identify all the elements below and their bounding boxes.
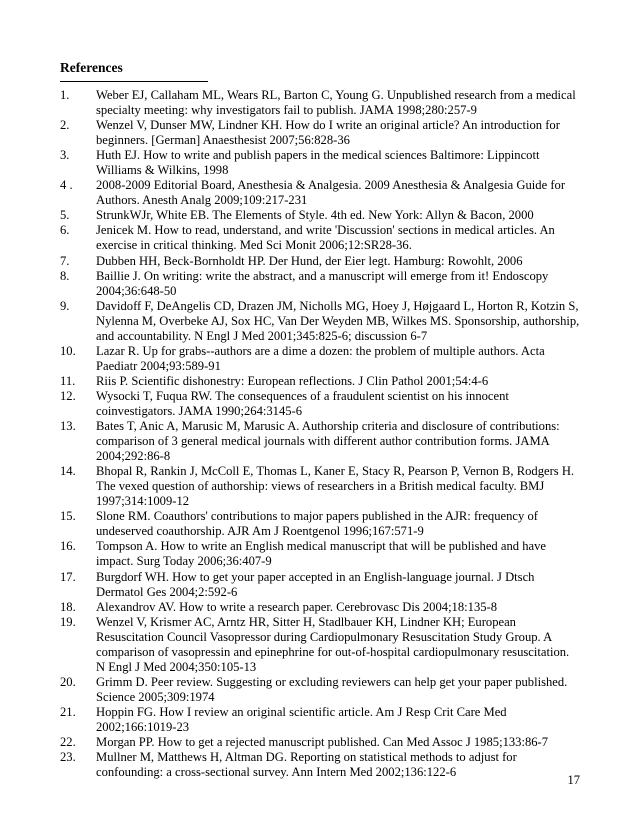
reference-item: [60, 118, 580, 148]
references-heading: References: [60, 60, 123, 75]
reference-number: 6.: [60, 223, 70, 238]
reference-citation: Alexandrov AV. How to write a research paper. Cerebrovasc Dis 2004;18:135-8: [96, 599, 498, 614]
reference-item: [60, 675, 580, 705]
reference-item: [60, 600, 580, 615]
reference-citation: StrunkWJr, White EB. The Elements of Style. 4th ed. New York: Allyn & Bacon, 2000: [96, 208, 534, 223]
reference-item: [60, 208, 580, 223]
reference-item: [60, 269, 580, 299]
reference-citation: Burgdorf WH. How to get your paper accepted in an English-language journal. J Dtsch Dermatol Ges 2004;2:592-6: [96, 569, 535, 599]
reference-citation: Morgan PP. How to get a rejected manuscript published. Can Med Assoc J 1985;133:86-7: [96, 735, 549, 750]
reference-number: 1.: [60, 88, 70, 102]
reference-number: 22.: [60, 735, 76, 750]
reference-number: 4 .: [60, 178, 73, 193]
reference-citation: Slone RM. Coauthors' contributions to major papers published in the AJR: frequency of undeserved coauthorship. AJR Am J Roentgenol 1996;167:571-9: [96, 509, 538, 539]
reference-number: 20.: [60, 674, 76, 689]
reference-item: [60, 750, 580, 780]
reference-number: 15.: [60, 509, 76, 524]
reference-citation: Huth EJ. How to write and publish papers in the medical sciences Baltimore: Lippincott Williams & Wilkins, 1998: [96, 148, 540, 178]
reference-number: 18.: [60, 599, 76, 614]
reference-item: [60, 419, 580, 464]
reference-number: 17.: [60, 569, 76, 584]
reference-citation: Davidoff F, DeAngelis CD, Drazen JM, Nicholls MG, Hoey J, Højgaard L, Horton R, Kotzin S, Nylenna M, Overbeke AJ, Sox HC, Van Der Weyden MB, Wilkes MS. Sponsorship, authorship, and accountability. N Engl J Med 2001;345:825-6; discussion 6-7: [96, 298, 580, 343]
reference-number: 3.: [60, 148, 70, 163]
reference-citation: Dubben HH, Beck-Bornholdt HP. Der Hund, der Eier legt. Hamburg: Rowohlt, 2006: [96, 253, 523, 268]
reference-citation: Mullner M, Matthews H, Altman DG. Reporting on statistical methods to adjust for confounding: a cross-sectional survey. Ann Intern Med 2002;136:122-6: [96, 750, 517, 780]
reference-number: 10.: [60, 343, 76, 358]
reference-citation: 2008-2009 Editorial Board, Anesthesia & Analgesia. 2009 Anesthesia & Analgesia Guide for Authors. Anesth Analg 2009;109:217-231: [96, 178, 566, 208]
reference-citation: Wenzel V, Dunser MW, Lindner KH. How do I write an original article? An introduction for beginners. [German] Anaesthesist 2007;56:828-36: [96, 118, 560, 148]
reference-number: 11.: [60, 373, 76, 388]
reference-citation: Bhopal R, Rankin J, McColl E, Thomas L, Kaner E, Stacy R, Pearson P, Vernon B, Rodgers H. The vexed question of authorship: views of researchers in a British medical faculty. BMJ 1997;314:1009-12: [96, 464, 575, 509]
reference-citation: Hoppin FG. How I review an original scientific article. Am J Resp Crit Care Med 2002;166:1019-23: [96, 704, 507, 734]
reference-number: 14.: [60, 464, 76, 479]
reference-number: 7.: [60, 253, 70, 268]
reference-item: [60, 88, 580, 118]
reference-item: [60, 223, 580, 253]
reference-item: [60, 615, 580, 675]
reference-item: [60, 344, 580, 374]
reference-item: [60, 509, 580, 539]
reference-number: 13.: [60, 419, 76, 434]
reference-citation: Tompson A. How to write an English medical manuscript that will be published and have impact. Surg Today 2006;36:407-9: [96, 539, 546, 569]
reference-number: 16.: [60, 539, 76, 554]
reference-citation: Wysocki T, Fuqua RW. The consequences of a fraudulent scientist on his innocent coinvestigators. JAMA 1990;264:3145-6: [96, 388, 509, 418]
reference-number: 2.: [60, 118, 70, 133]
reference-item: [60, 374, 580, 389]
reference-number: 12.: [60, 388, 76, 403]
reference-citation: Lazar R. Up for grabs--authors are a dime a dozen: the problem of multiple authors. Acta Paediatr 2004;93:589-91: [96, 343, 545, 373]
reference-number: 21.: [60, 704, 76, 719]
reference-number: 23.: [60, 750, 76, 765]
reference-citation: Bates T, Anic A, Marusic M, Marusic A. Authorship criteria and disclosure of contributions: comparison of 3 general medical journals with different author contribution forms. JAMA 2004;292:86-8: [96, 419, 560, 464]
reference-item: [60, 539, 580, 569]
reference-citation: Weber EJ, Callaham ML, Wears RL, Barton C, Young G. Unpublished research from a medical specialty meeting: why investigators fail to publish. JAMA 1998;280:257-9: [96, 88, 576, 118]
reference-item: [60, 148, 580, 178]
reference-item: [60, 389, 580, 419]
reference-citation: Grimm D. Peer review. Suggesting or excluding reviewers can help get your paper published. Science 2005;309:1974: [96, 674, 568, 704]
reference-citation: Baillie J. On writing: write the abstract, and a manuscript will emerge from it! Endoscopy 2004;36:648-50: [96, 268, 549, 298]
heading-underline-rule: [60, 81, 208, 82]
reference-number: 9.: [60, 298, 70, 313]
reference-number: 5.: [60, 208, 70, 223]
reference-item: [60, 178, 580, 208]
reference-item: [60, 570, 580, 600]
reference-list: [60, 88, 580, 780]
reference-citation: Wenzel V, Krismer AC, Arntz HR, Sitter H, Stadlbauer KH, Lindner KH; European Resuscitation Council Vasopressor during Cardiopulmonary Resuscitation Study Group. A comparison of vasopressin and epinephrine for out-of-hospital cardiopulmonary resuscitation. N Engl J Med 2004;350:105-13: [96, 614, 570, 674]
page-number: 17: [567, 773, 580, 787]
reference-item: [60, 254, 580, 269]
reference-number: 19.: [60, 614, 76, 629]
reference-item: [60, 464, 580, 509]
reference-item: [60, 299, 580, 344]
reference-citation: Riis P. Scientific dishonestry: European reflections. J Clin Pathol 2001;54:4-6: [96, 373, 489, 388]
reference-number: 8.: [60, 268, 70, 283]
reference-item: [60, 705, 580, 735]
reference-citation: Jenicek M. How to read, understand, and write 'Discussion' sections in medical articles. An exercise in critical thinking. Med Sci Monit 2006;12:SR28-36.: [96, 223, 555, 253]
reference-item: [60, 735, 580, 750]
